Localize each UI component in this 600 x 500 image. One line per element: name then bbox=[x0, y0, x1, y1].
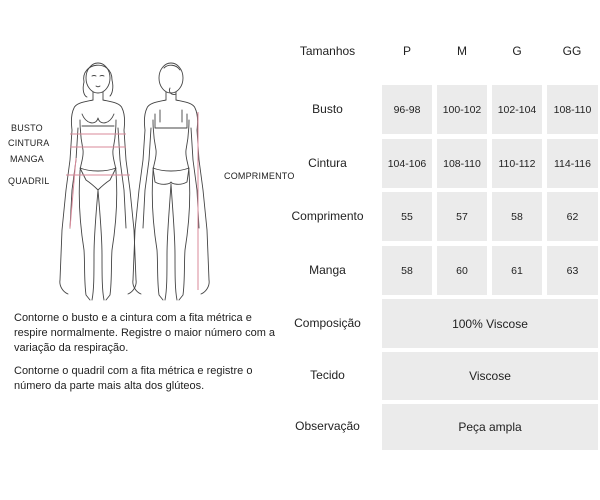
row-label-fabric: Tecido bbox=[310, 368, 345, 382]
sizes-header-label: Tamanhos bbox=[299, 44, 356, 58]
instruction-bust-waist: Contorne o busto e a cintura com a fita métrica e respire normalmente. Registre o maior número com a variação da respiração. bbox=[14, 312, 276, 354]
cell-bust-gg: 108-110 bbox=[547, 85, 598, 134]
cell-sleeve-g: 61 bbox=[492, 246, 542, 295]
cell-sleeve-gg: 63 bbox=[547, 246, 598, 295]
cell-length-p: 55 bbox=[382, 192, 432, 241]
label-waist: CINTURA bbox=[8, 138, 50, 148]
instruction-hip: Contorne o quadril com a fita métrica e registre o número da parte mais alta dos glúteos. bbox=[14, 365, 253, 392]
cell-bust-p: 96-98 bbox=[382, 85, 432, 134]
row-label-sleeve: Manga bbox=[309, 263, 346, 277]
row-label-waist: Cintura bbox=[308, 156, 347, 170]
cell-length-m: 57 bbox=[437, 192, 487, 241]
body-measurement-illustration bbox=[0, 50, 300, 315]
row-label-composition: Composição bbox=[294, 316, 361, 330]
cell-bust-g: 102-104 bbox=[492, 85, 542, 134]
cell-fabric: Viscose bbox=[382, 352, 598, 400]
label-sleeve: MANGA bbox=[10, 154, 45, 164]
cell-waist-m: 108-110 bbox=[437, 139, 487, 188]
cell-length-gg: 62 bbox=[547, 192, 598, 241]
row-label-length: Comprimento bbox=[291, 209, 364, 223]
size-header-g: G bbox=[512, 44, 522, 58]
size-header-p: P bbox=[402, 44, 411, 58]
label-bust: BUSTO bbox=[11, 123, 43, 133]
size-header-m: M bbox=[457, 44, 467, 58]
size-header-gg: GG bbox=[562, 44, 582, 58]
row-label-bust: Busto bbox=[312, 102, 343, 116]
cell-length-g: 58 bbox=[492, 192, 542, 241]
label-length: COMPRIMENTO bbox=[224, 171, 295, 181]
cell-waist-gg: 114-116 bbox=[547, 139, 598, 188]
cell-sleeve-m: 60 bbox=[437, 246, 487, 295]
cell-waist-p: 104-106 bbox=[382, 139, 432, 188]
cell-bust-m: 100-102 bbox=[437, 85, 487, 134]
front-figure bbox=[60, 63, 136, 300]
sleeve-measure-line bbox=[70, 158, 76, 228]
row-label-note: Observação bbox=[295, 419, 360, 433]
cell-sleeve-p: 58 bbox=[382, 246, 432, 295]
cell-note: Peça ampla bbox=[382, 404, 598, 450]
cell-composition: 100% Viscose bbox=[382, 299, 598, 348]
label-hip: QUADRIL bbox=[8, 176, 50, 186]
cell-waist-g: 110-112 bbox=[492, 139, 542, 188]
